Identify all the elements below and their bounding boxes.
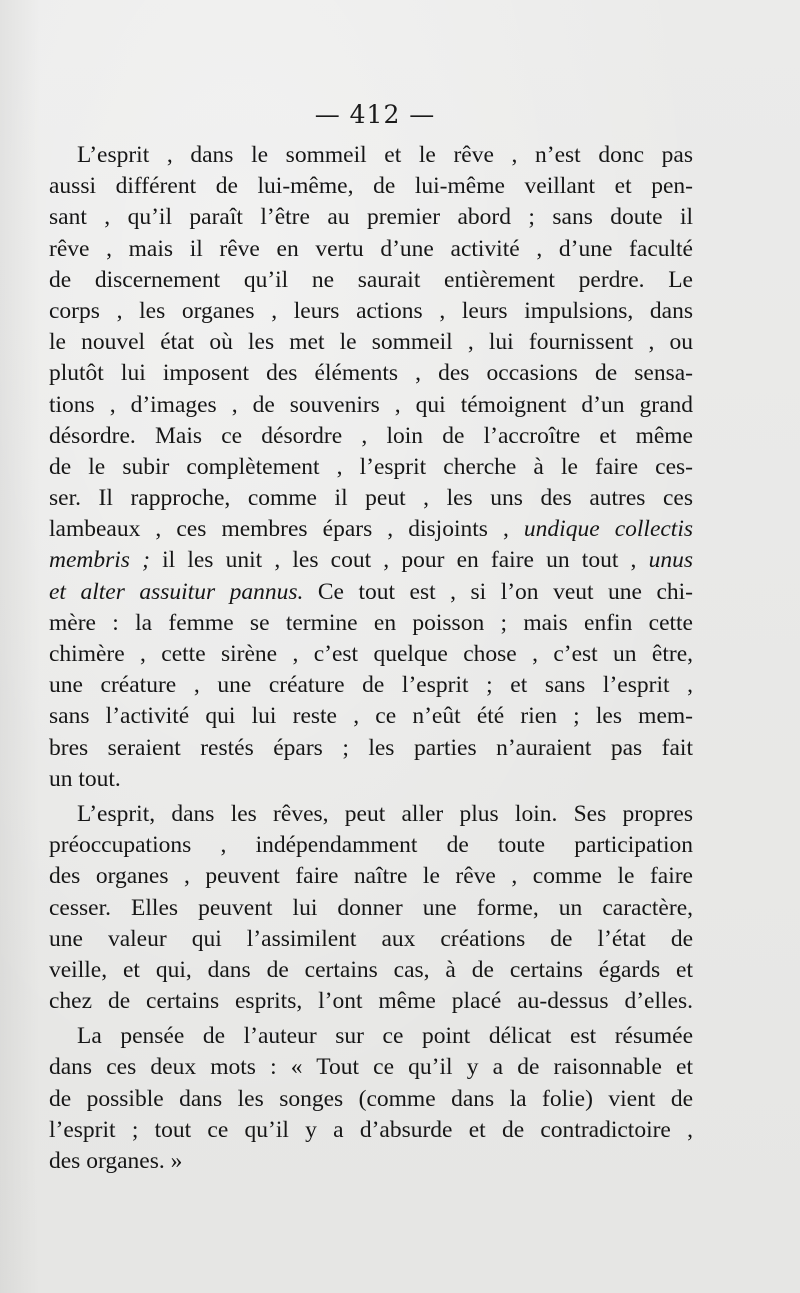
text-line: des organes. »	[49, 1148, 183, 1174]
text-line: bres seraient restés épars ; les parties n’auraient pas fait	[49, 734, 693, 761]
page-number: — 412 —	[314, 100, 436, 129]
text-line: une valeur qui l’assimilent aux créations de l’état de	[49, 925, 693, 952]
text-line: corps , les organes , leurs actions , leurs impulsions, dans	[49, 297, 693, 324]
text-line: chez de certains esprits, l’ont même placé au-dessus d’elles.	[49, 988, 693, 1015]
text-line: L’esprit, dans les rêves, peut aller plus loin. Ses propres	[77, 800, 693, 827]
body-text	[49, 140, 693, 1177]
text-line: veille, et qui, dans de certains cas, à de certains égards et	[49, 956, 693, 983]
text-line: aussi différent de lui-même, de lui-même veillant et pen-	[49, 173, 693, 200]
text-line: lambeaux , ces membres épars , disjoints , undique collectis	[49, 516, 694, 543]
paragraph-3	[49, 1021, 693, 1177]
text-line: l’esprit ; tout ce qu’il y a d’absurde et de contradictoire ,	[49, 1116, 693, 1143]
text-line: de discernement qu’il ne saurait entièrement perdre. Le	[49, 266, 693, 293]
text-line: de possible dans les songes (comme dans la folie) vient de	[49, 1085, 693, 1112]
text-line: tions , d’images , de souvenirs , qui témoignent d’un grand	[49, 391, 693, 418]
text-line: le nouvel état où les met le sommeil , lui fournissent , ou	[49, 329, 693, 356]
text-line: rêve , mais il rêve en vertu d’une activité , d’une faculté	[49, 235, 693, 262]
text-line: La pensée de l’auteur sur ce point délicat est résumée	[77, 1023, 693, 1050]
text-line: ser. Il rapproche, comme il peut , les uns des autres ces	[49, 485, 693, 512]
page-gutter-shadow	[0, 0, 40, 1293]
text-line: et alter assuitur pannus. Ce tout est , si l’on veut une chi-	[49, 578, 693, 605]
text-line: sant , qu’il paraît l’être au premier abord ; sans doute il	[49, 204, 693, 231]
text-line: mère : la femme se termine en poisson ; mais enfin cette	[49, 609, 693, 636]
latin-quote: membris ;	[49, 547, 150, 574]
text-line: préoccupations , indépendamment de toute participation	[49, 832, 693, 859]
text-line: une créature , une créature de l’esprit ; et sans l’esprit ,	[49, 672, 693, 699]
paragraph-2	[49, 799, 693, 1017]
text-line: plutôt lui imposent des éléments , des occasions de sensa-	[49, 360, 693, 387]
text-line: désordre. Mais ce désordre , loin de l’accroître et même	[49, 422, 693, 449]
latin-quote: undique collectis	[523, 516, 694, 543]
latin-quote: unus	[648, 547, 693, 574]
text-line: L’esprit , dans le sommeil et le rêve , n’est donc pas	[77, 142, 693, 168]
text-line: cesser. Elles peuvent lui donner une forme, un caractère,	[49, 894, 693, 921]
text-line: sans l’activité qui lui reste , ce n’eût été rien ; les mem-	[49, 703, 693, 730]
text-line: des organes , peuvent faire naître le rêve , comme le faire	[49, 863, 693, 890]
paragraph-1	[49, 140, 693, 795]
text-line: de le subir complètement , l’esprit cherche à le faire ces-	[49, 453, 693, 480]
text-line: membris ; il les unit , les cout , pour en faire un tout , unus	[49, 547, 693, 574]
latin-quote: et alter assuitur pannus.	[49, 578, 304, 605]
text-line: chimère , cette sirène , c’est quelque chose , c’est un être,	[49, 641, 693, 667]
text-line: dans ces deux mots : « Tout ce qu’il y a de raisonnable et	[49, 1054, 693, 1081]
text-line: un tout.	[49, 765, 121, 792]
